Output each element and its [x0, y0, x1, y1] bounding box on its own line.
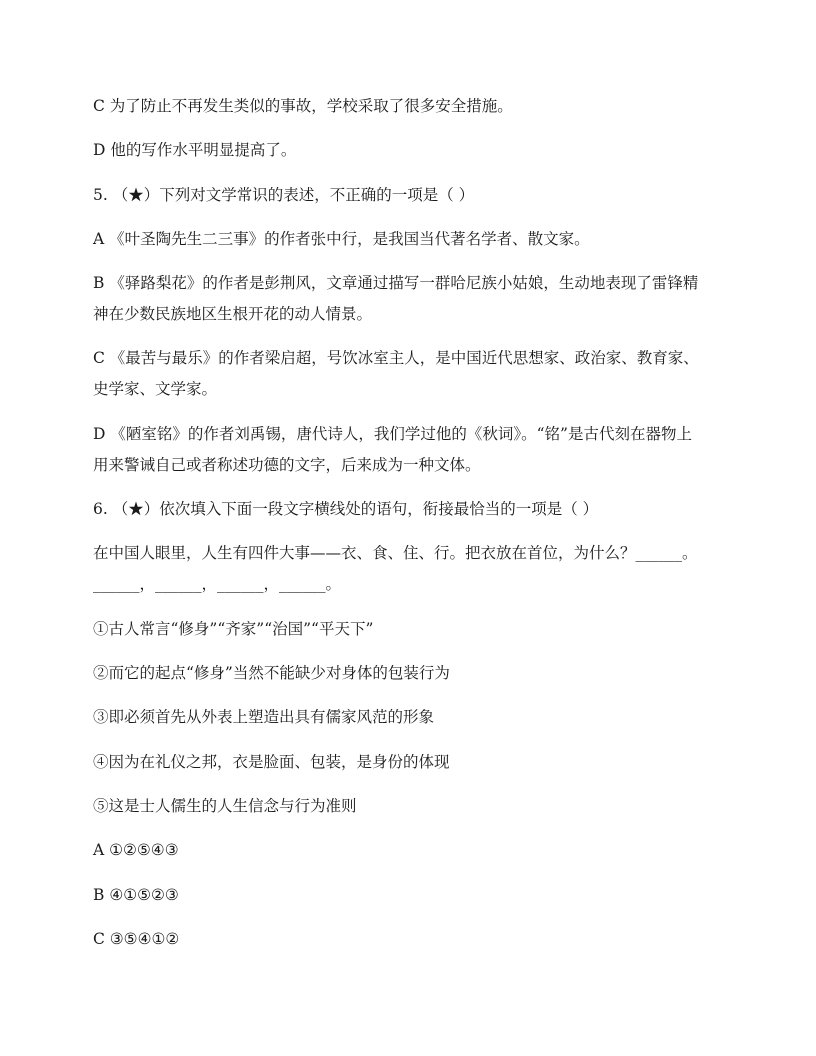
q6-option-b: B ④①⑤②③ — [93, 886, 179, 904]
q6-passage-line2: ______，______，______，______。 — [93, 575, 342, 593]
q6-passage-line1: 在中国人眼里，人生有四件大事——衣、食、住、行。把衣放在首位，为什么？______。 — [93, 544, 698, 562]
q5-option-b-line1: B 《驿路梨花》的作者是彭荆风，文章通过描写一群哈尼族小姑娘，生动地表现了雷锋精 — [93, 274, 699, 292]
q5-option-a: A 《叶圣陶先生二三事》的作者张中行，是我国当代著名学者、散文家。 — [93, 230, 590, 248]
q6-sentence-2: ②而它的起点“修身”当然不能缺少对身体的包装行为 — [93, 664, 450, 682]
q6-option-c: C ③⑤④①② — [93, 930, 180, 948]
q5-stem: 5. （★）下列对文学常识的表述，不正确的一项是（ ） — [93, 186, 475, 204]
q4-option-d: D 他的写作水平明显提高了。 — [93, 141, 297, 159]
q5-option-b-line2: 神在少数民族地区生根开花的动人情景。 — [93, 305, 373, 323]
q6-stem: 6. （★）依次填入下面一段文字横线处的语句，衔接最恰当的一项是（ ） — [93, 500, 599, 518]
q6-sentence-1: ①古人常言“修身”“齐家”“治国”“平天下” — [93, 620, 374, 638]
q6-sentence-3: ③即必须首先从外表上塑造出具有儒家风范的形象 — [93, 708, 435, 726]
q5-option-d-line1: D 《陋室铭》的作者刘禹锡，唐代诗人，我们学过他的《秋词》。“铭”是古代刻在器物上 — [93, 425, 692, 443]
q6-sentence-4: ④因为在礼仪之邦，衣是脸面、包装，是身份的体现 — [93, 753, 450, 771]
q5-option-d-line2: 用来警诫自己或者称述功德的文字，后来成为一种文体。 — [93, 456, 481, 474]
q4-option-c: C 为了防止不再发生类似的事故，学校采取了很多安全措施。 — [93, 97, 513, 115]
q5-option-c-line2: 史学家、文学家。 — [93, 380, 218, 398]
q6-option-a: A ①②⑤④③ — [93, 841, 179, 859]
q6-sentence-5: ⑤这是士人儒生的人生信念与行为准则 — [93, 797, 357, 815]
q5-option-c-line1: C 《最苦与最乐》的作者梁启超，号饮冰室主人，是中国近代思想家、政治家、教育家、 — [93, 349, 699, 367]
